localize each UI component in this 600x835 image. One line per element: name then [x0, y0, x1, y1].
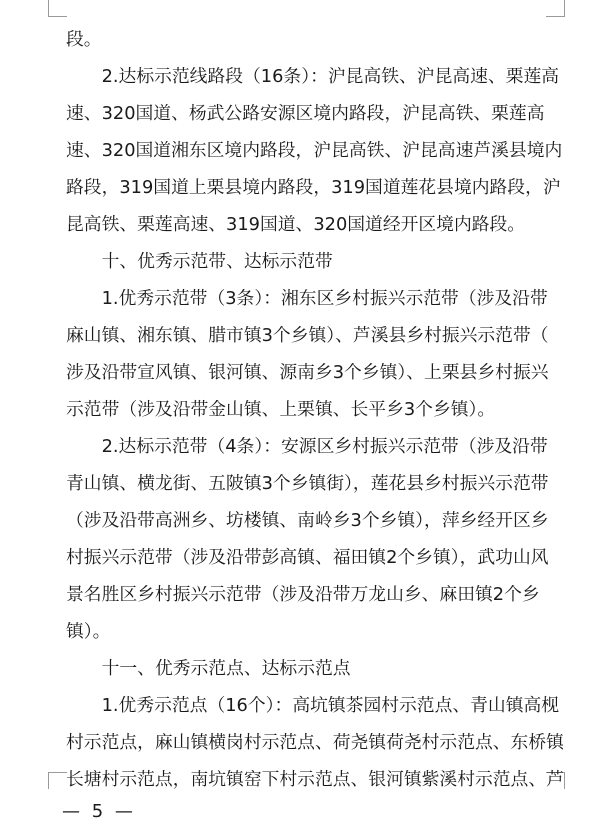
document-body: [66, 21, 564, 798]
text-line: 1.优秀示范带（3条）：湘东区乡村振兴示范带（涉及沿带: [101, 288, 548, 309]
crop-mark-top-right: [546, 0, 565, 17]
page-number: — 5 —: [62, 801, 136, 822]
text-line: 2.达标示范带（4条）：安源区乡村振兴示范带（涉及沿带: [101, 436, 548, 457]
text-line: 2.达标示范线路段（16条）：沪昆高铁、沪昆高速、栗莲高: [101, 66, 560, 87]
text-line: 青山镇、横龙街、五陂镇3个乡镇街），莲花县乡村振兴示范带: [66, 473, 549, 494]
text-line: 镇）。: [66, 621, 111, 642]
text-line: 路段，319国道上栗县境内路段，319国道莲花县境内路段，沪: [66, 177, 561, 198]
section-heading: 十、优秀示范带、达标示范带: [101, 251, 333, 272]
section-heading: 十一、优秀示范点、达标示范点: [101, 658, 351, 679]
text-line: 昆高铁、栗莲高速、319国道、320国道经开区境内路段。: [66, 214, 526, 235]
text-line: 1.优秀示范点（16个）：高坑镇茶园村示范点、青山镇高枧: [101, 695, 560, 716]
text-line: 村示范点，麻山镇横岗村示范点、荷尧镇荷尧村示范点、东桥镇: [66, 732, 564, 753]
text-line: 速、320国道湘东区境内路段，沪昆高铁、沪昆高速芦溪县境内: [66, 140, 563, 161]
crop-mark-top-left: [48, 0, 67, 17]
crop-mark-bottom-left: [48, 772, 67, 789]
text-line: 村振兴示范带（涉及沿带彭高镇、福田镇2个乡镇），武功山风: [66, 547, 549, 568]
text-line: 麻山镇、湘东镇、腊市镇3个乡镇）、芦溪县乡村振兴示范带（: [66, 325, 549, 346]
text-line: 速、320国道、杨武公路安源区境内路段，沪昆高铁、栗莲高: [66, 103, 545, 124]
text-line: 涉及沿带宣风镇、银河镇、源南乡3个乡镇）、上栗县乡村振兴: [66, 362, 549, 383]
text-line: 示范带（涉及沿带金山镇、上栗镇、长平乡3个乡镇）。: [66, 399, 496, 420]
text-line: 段。: [66, 29, 102, 50]
text-line: 长塘村示范点，南坑镇窑下村示范点、银河镇紫溪村示范点、芦: [66, 769, 564, 790]
text-line: 景名胜区乡村振兴示范带（涉及沿带万龙山乡、麻田镇2个乡: [66, 584, 540, 605]
text-line: （涉及沿带高洲乡、坊楼镇、南岭乡3个乡镇），萍乡经开区乡: [66, 510, 549, 531]
